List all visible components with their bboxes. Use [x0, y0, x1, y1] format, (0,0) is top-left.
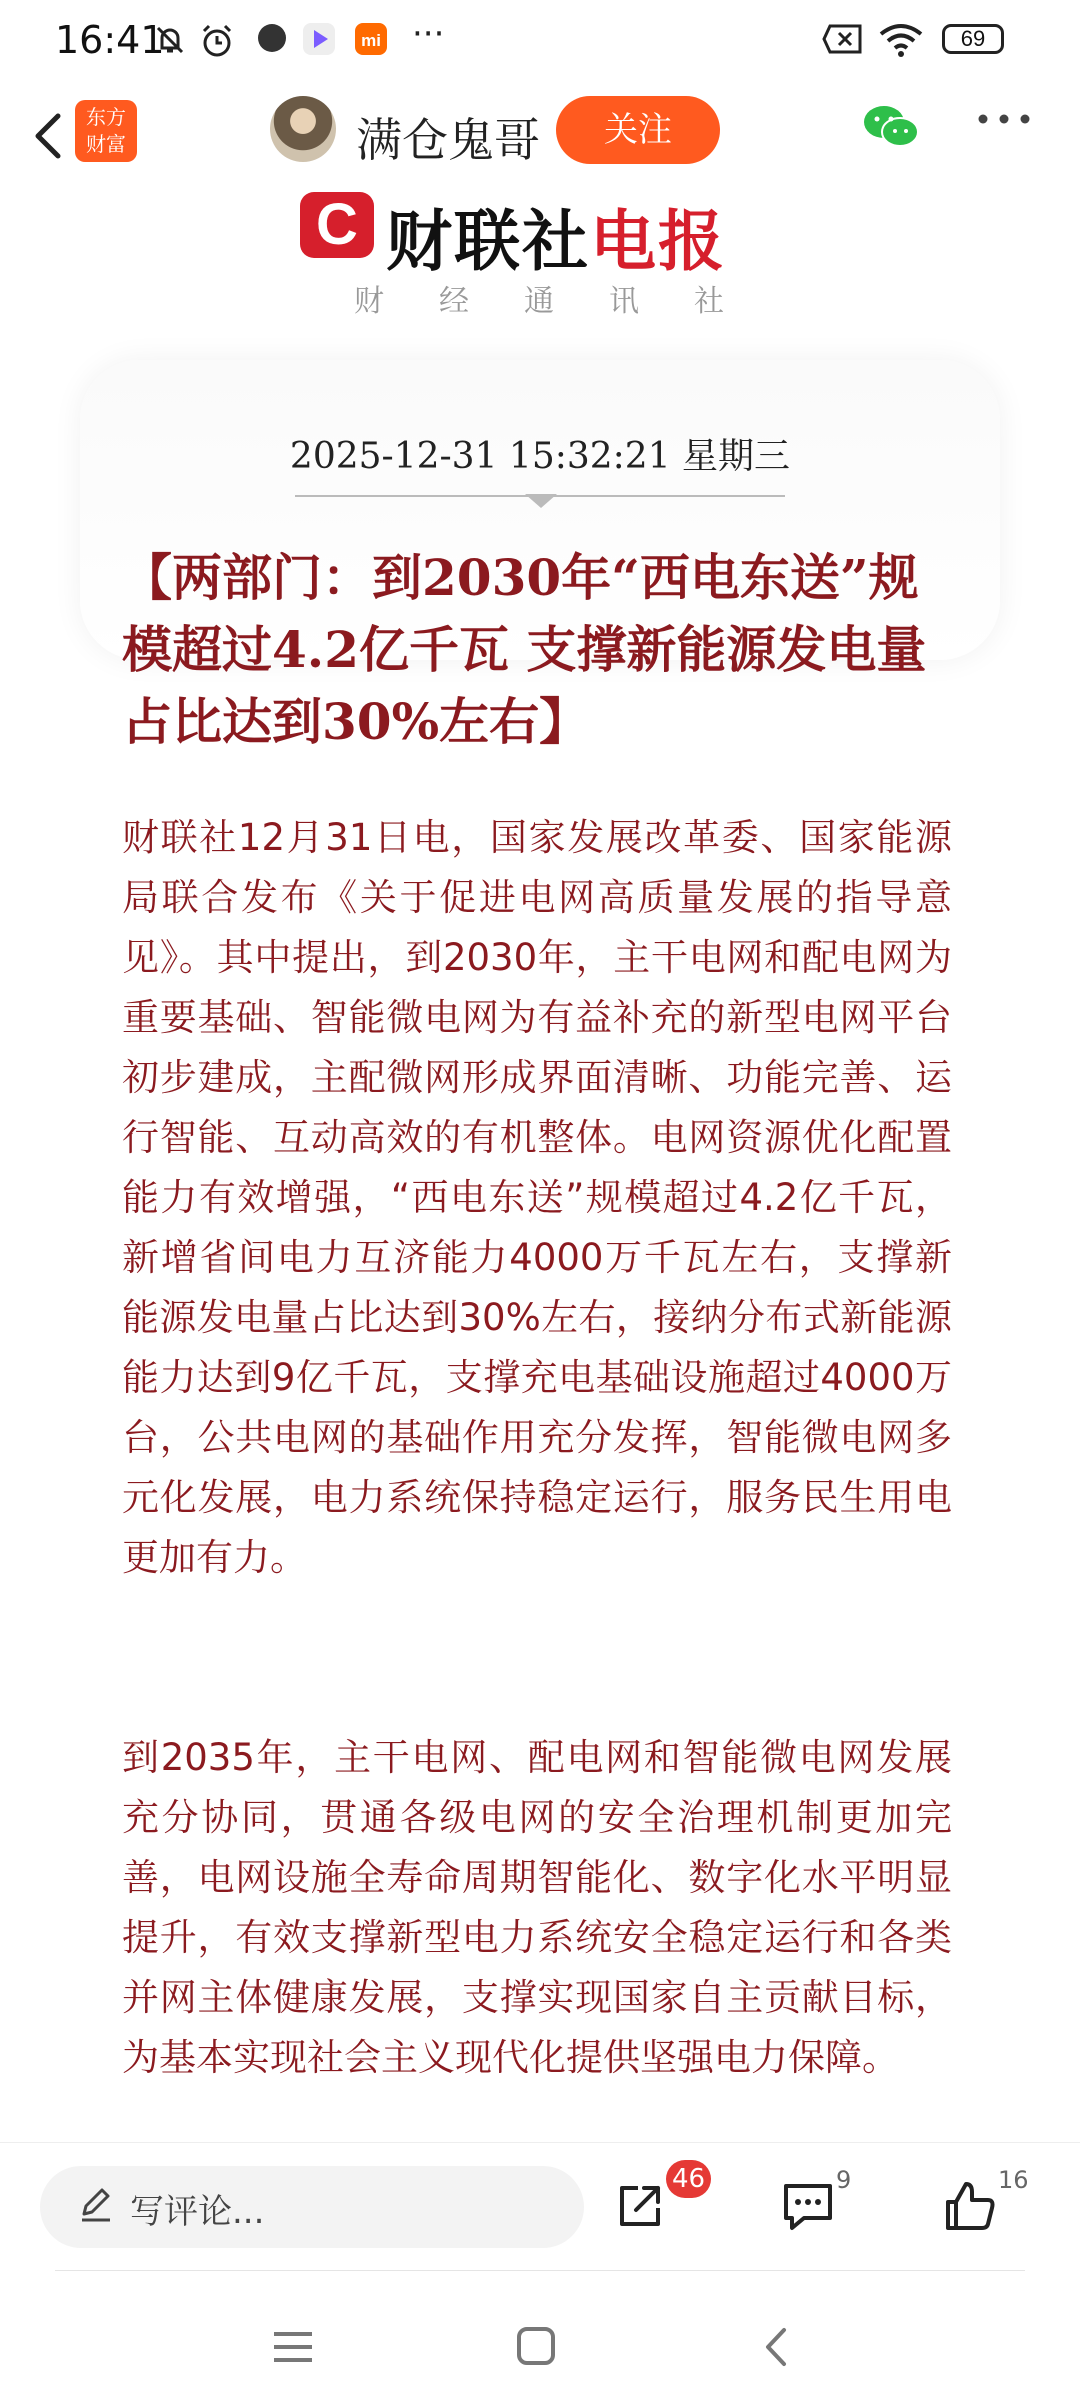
brand-subtitle: 财经通讯社 — [354, 284, 779, 319]
brand-title — [386, 188, 726, 283]
status-bar — [0, 0, 1080, 80]
status-time: 16:41 — [55, 18, 165, 62]
comment-icon[interactable] — [780, 2178, 836, 2234]
comment-input[interactable] — [40, 2166, 584, 2248]
article-paragraph-1: 财联社12月31日电，国家发展改革委、国家能源局联合发布《关于促进电网高质量发展的指导意见》。其中提出，到2030年，主干电网和配电网为重要基础、智能微电网为有益补充的新型电网平台初步建成，主配微网形成界面清晰、功能完善、运行智能、互动高效的有机整体。电网资源优化配置能力有效增强，“西电东送”规模超过4.2亿千瓦，新增省间电力互济能力4000万千瓦左右，支撑新能源发电量占比达到30%左右，接纳分布式新能源能力达到9亿千瓦，支撑充电基础设施超过4000万台，公共电网的基础作用充分发挥，智能微电网多元化发展，电力系统保持稳定运行，服务民生用电更加有力。 — [122, 816, 952, 1579]
mute-bell-icon — [152, 22, 188, 58]
system-nav-bar — [0, 2290, 1080, 2400]
pencil-icon — [76, 2184, 116, 2224]
brand-title-prefix: 财联社 — [386, 203, 590, 280]
video-app-icon — [302, 22, 336, 56]
sim-error-icon — [822, 22, 862, 56]
more-notifications: ··· — [412, 14, 445, 54]
article-datetime: 2025-12-31 15:32:21 星期三 — [289, 436, 791, 477]
article-headline: 【两部门：到2030年“西电东送”规模超过4.2亿千瓦 支撑新能源发电量占比达到30%左右】 — [122, 548, 927, 751]
svg-text:mi: mi — [361, 31, 381, 50]
app-logo[interactable] — [75, 100, 137, 162]
comment-placeholder[interactable]: 写评论... — [130, 2192, 265, 2232]
share-count-badge: 46 — [666, 2160, 711, 2198]
battery-level: 69 — [960, 26, 986, 51]
author-avatar[interactable] — [270, 96, 336, 162]
comment-count: 9 — [836, 2166, 852, 2194]
more-options-icon[interactable] — [976, 112, 1032, 126]
back-arrow-icon[interactable] — [20, 106, 80, 166]
datetime-pointer — [525, 494, 557, 508]
like-thumb-icon[interactable] — [942, 2178, 998, 2234]
back-nav-icon[interactable] — [760, 2326, 790, 2368]
wechat-share-icon[interactable] — [862, 104, 920, 150]
wifi-icon — [878, 22, 924, 58]
brand-title-suffix: 电报 — [590, 203, 726, 280]
share-icon[interactable] — [612, 2178, 668, 2234]
mi-app-icon — [354, 22, 388, 56]
alarm-icon — [198, 22, 236, 60]
app-logo-line1: 东方 — [86, 105, 126, 129]
follow-button[interactable]: 关注 — [556, 96, 720, 164]
recents-menu-icon[interactable] — [272, 2330, 314, 2364]
author-name[interactable]: 满仓鬼哥 — [356, 113, 540, 167]
app-logo-line2: 财富 — [86, 132, 126, 156]
like-count: 16 — [998, 2166, 1029, 2194]
app-notification-icon — [256, 22, 288, 54]
battery-icon — [942, 24, 1004, 54]
bottom-divider — [55, 2270, 1025, 2271]
article-paragraph-2: 到2035年，主干电网、配电网和智能微电网发展充分协同，贯通各级电网的安全治理机制更加完善，电网设施全寿命周期智能化、数字化水平明显提升，有效支撑新型电力系统安全稳定运行和各类并网主体健康发展，支撑实现国家自主贡献目标，为基本实现社会主义现代化提供坚强电力保障。 — [122, 1736, 952, 2079]
cls-logo-icon: C — [300, 192, 374, 258]
home-icon[interactable] — [516, 2326, 556, 2366]
